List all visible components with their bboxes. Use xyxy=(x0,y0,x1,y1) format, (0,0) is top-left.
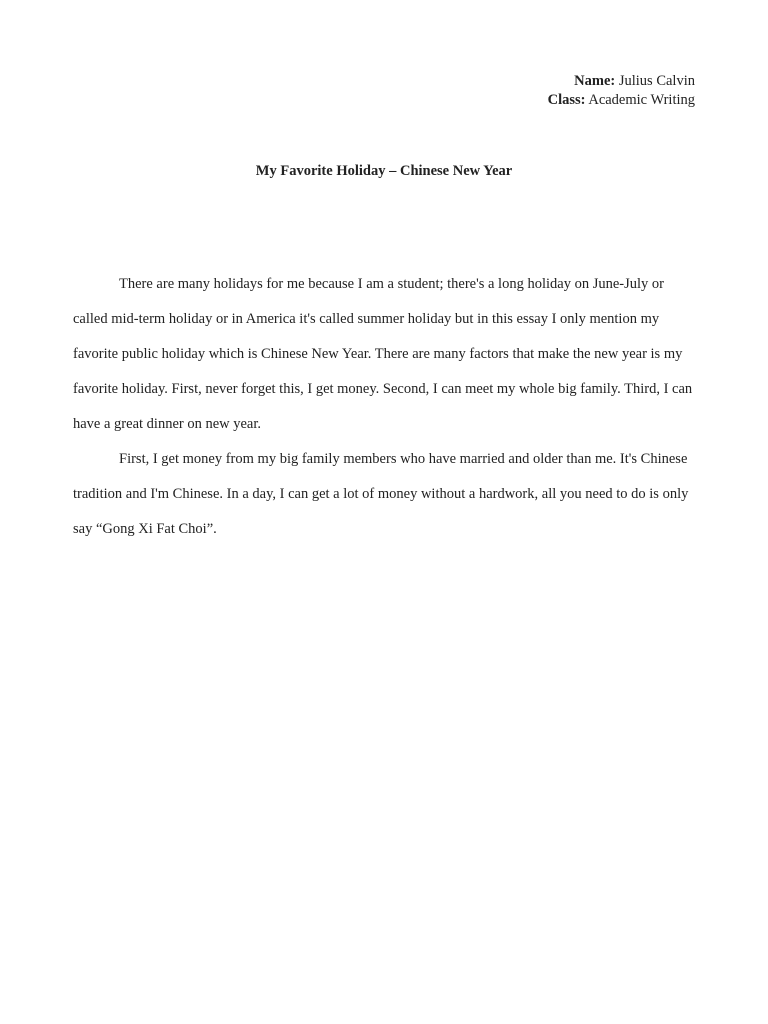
student-info xyxy=(548,72,695,110)
paragraph-1: There are many holidays for me because I am a student; there's a long holiday on June-July or called mid-term holiday or in America it's called summer holiday but in this essay I only mention my favorite public holiday which is Chinese New Year. There are many factors that make the new year is my favorite holiday. First, never forget this, I get money. Second, I can meet my whole big family. Third, I can have a great dinner on new year. xyxy=(73,276,693,432)
class-line xyxy=(548,91,695,110)
paragraph-2: First, I get money from my big family members who have married and older than me. It's Chinese tradition and I'm Chinese. In a day, I can get a lot of money without a hardwork, all you need to do is only say “Gong Xi Fat Choi”. xyxy=(73,451,689,537)
name-value: Julius Calvin xyxy=(618,73,695,89)
essay-title: My Favorite Holiday – Chinese New Year xyxy=(255,163,513,179)
name-label: Name: xyxy=(574,73,616,89)
class-value: Academic Writing xyxy=(588,92,695,108)
name-line xyxy=(548,72,695,91)
class-label: Class: xyxy=(547,92,586,108)
essay-body xyxy=(73,267,698,547)
